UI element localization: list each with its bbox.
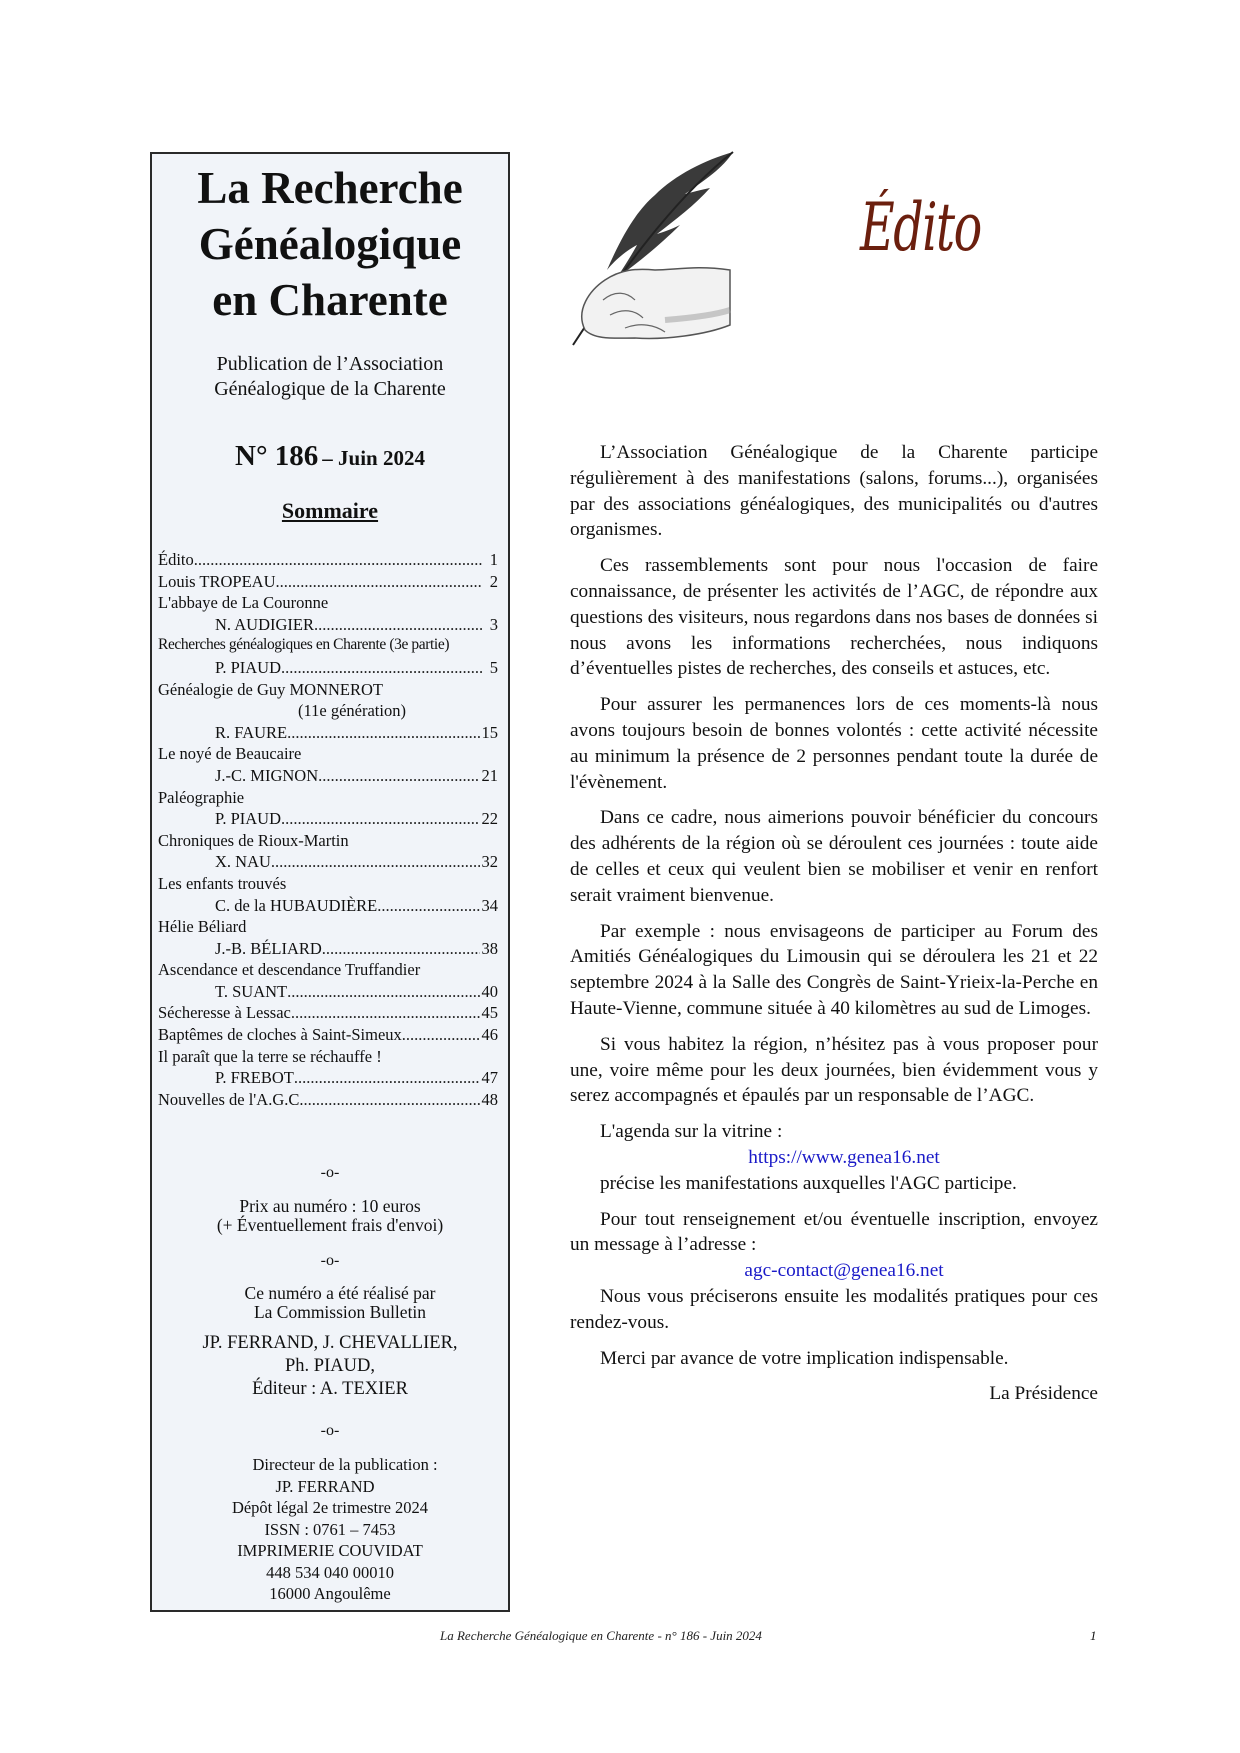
toc-leader-dots <box>276 572 483 592</box>
table-of-contents <box>158 550 498 1111</box>
toc-entry-title: Recherches généalogiques en Charente (3e partie) <box>158 636 450 654</box>
toc-leader-dots <box>291 1003 480 1023</box>
title-line: La Recherche <box>197 163 463 213</box>
toc-entry <box>158 744 498 766</box>
toc-entry-title: Chroniques de Rioux-Martin <box>158 830 349 850</box>
printer-siret: 448 534 040 00010 <box>266 1562 394 1582</box>
toc-entry <box>158 1047 498 1069</box>
toc-entry <box>158 939 498 961</box>
toc-entry <box>158 766 498 788</box>
toc-entry <box>158 680 498 702</box>
article-paragraph: Dans ce cadre, nous aimerions pouvoir bénéficier du concours des adhérents de la région où se déroulent ces journées : toute aide de celles et ceux qui veulent bien se mobiliser et venir en renfort serait vraiment bienvenue. <box>570 807 1098 906</box>
toc-entry-page: 22 <box>481 809 498 829</box>
toc-entry-title: Nouvelles de l'A.G.C. <box>158 1089 304 1109</box>
publication-director-name: JP. FERRAND <box>275 1476 375 1496</box>
toc-entry <box>158 658 498 680</box>
toc-entry-title: C. de la HUBAUDIÈRE <box>215 895 378 915</box>
toc-entry-title: J.-B. BÉLIARD <box>215 938 322 958</box>
toc-entry <box>158 550 498 572</box>
toc-entry-page: 34 <box>481 895 498 915</box>
made-by-line: La Commission Bulletin <box>253 1302 427 1322</box>
article-paragraph: Pour assurer les permanences lors de ces moments-là nous avons toujours besoin de bonnes volontés : cette activité nécessite au minimum la présence de 2 personnes pendant toute la durée de l'évènement. <box>570 694 1098 793</box>
toc-entry-page: 2 <box>489 571 498 591</box>
toc-entry-title: Hélie Béliard <box>158 917 247 937</box>
toc-entry <box>158 896 498 918</box>
separator: -o- <box>320 1164 340 1181</box>
toc-entry-title: Le noyé de Beaucaire <box>158 744 302 764</box>
agenda-outro: précise les manifestations auxquelles l'AGC participe. <box>600 1172 1017 1194</box>
agenda-intro: L'agenda sur la vitrine : <box>600 1121 783 1143</box>
toc-entry <box>158 593 498 615</box>
toc-leader-dots <box>304 1090 480 1110</box>
toc-entry-title: P. FREBOT <box>215 1068 294 1088</box>
toc-entry-title: Il paraît que la terre se réchauffe ! <box>158 1046 382 1066</box>
edito-article <box>570 440 1098 1417</box>
toc-entry-title: Louis TROPEAU <box>158 571 276 591</box>
edito-heading: Édito <box>860 189 981 266</box>
toc-leader-dots <box>281 658 482 678</box>
toc-entry-title: R. FAURE <box>215 722 288 742</box>
publication-director-label: Directeur de la publication : <box>252 1455 438 1474</box>
toc-entry-page: 3 <box>489 614 498 634</box>
article-paragraph: Par exemple : nous envisageons de participer au Forum des Amitiés Généalogiques du Limousin qui se déroulera les 21 et 22 septembre 2024 à la Salle des Congrès de Saint-Yrieix-la-Perche en Haute-Vienne, commune située à 40 kilomètres au sud de Limoges. <box>570 920 1098 1019</box>
article-paragraph: L’Association Généalogique de la Charente participe régulièrement à des manifestations (salons, forums...), organisées par des associations généalogiques, des municipalités ou d'autres organismes. <box>570 442 1098 541</box>
toc-leader-dots <box>314 615 482 635</box>
toc-entry <box>158 701 498 723</box>
price-info <box>152 1197 508 1235</box>
toc-entry-page: 21 <box>481 765 498 785</box>
subtitle-line: Publication de l’Association <box>216 353 444 375</box>
running-footer: La Recherche Généalogique en Charente - n° 186 - Juin 2024 <box>440 1628 762 1643</box>
toc-entry <box>158 982 498 1004</box>
toc-entry-page: 5 <box>489 657 498 677</box>
toc-entry <box>158 788 498 810</box>
page-number: 1 <box>1090 1628 1097 1643</box>
toc-entry-page: 48 <box>481 1089 498 1109</box>
toc-entry-page: 46 <box>481 1025 498 1045</box>
toc-leader-dots <box>287 723 479 743</box>
toc-leader-dots <box>322 939 480 959</box>
toc-entry <box>158 572 498 594</box>
magazine-title <box>152 160 508 328</box>
issue-info <box>152 440 508 473</box>
article-paragraph: Ces rassemblements sont pour nous l'occasion de faire connaissance, de présenter les activités de l’AGC, de répondre aux questions des visiteurs, nous regardons dans nos bases de données si nous avons les informations recherchées, nous indiquons d’éventuelles pistes de recherches, des conseils et astuces, etc. <box>570 555 1098 680</box>
toc-entry <box>158 1090 498 1112</box>
toc-entry-title: L'abbaye de La Couronne <box>158 593 329 613</box>
toc-leader-dots <box>294 1068 480 1088</box>
thanks-paragraph: Merci par avance de votre implication indispensable. <box>600 1347 1009 1369</box>
toc-entry-title: Ascendance et descendance Truffandier <box>158 960 421 980</box>
separator: -o- <box>320 1252 340 1269</box>
toc-leader-dots <box>281 809 479 829</box>
toc-entry <box>158 636 498 658</box>
toc-entry <box>158 960 498 982</box>
toc-entry-title: (11e génération) <box>298 701 406 721</box>
toc-entry <box>158 1003 498 1025</box>
toc-entry-title: X. NAU <box>215 852 271 872</box>
toc-entry-title: Paléographie <box>158 787 245 807</box>
toc-entry <box>158 615 498 637</box>
followup-paragraph: Nous vous préciserons ensuite les modalités pratiques pour ces rendez-vous. <box>570 1285 1098 1333</box>
toc-entry-page: 32 <box>481 852 498 872</box>
toc-leader-dots <box>318 766 479 786</box>
toc-entry <box>158 809 498 831</box>
made-by-info <box>152 1284 508 1322</box>
issue-date: – Juin 2024 <box>322 446 425 470</box>
credits-line: Éditeur : A. TEXIER <box>252 1379 408 1399</box>
toc-entry <box>158 1068 498 1090</box>
subtitle-line: Généalogique de la Charente <box>214 378 446 400</box>
made-by-line: Ce numéro a été réalisé par <box>244 1283 436 1303</box>
quill-hand-icon <box>565 150 745 350</box>
toc-leader-dots <box>287 982 479 1002</box>
toc-entry <box>158 874 498 896</box>
credits-line: Ph. PIAUD, <box>285 1356 375 1376</box>
toc-leader-dots <box>271 852 480 872</box>
table-of-contents-heading: Sommaire <box>281 498 379 523</box>
toc-entry <box>158 1025 498 1047</box>
signature: La Présidence <box>989 1383 1098 1405</box>
toc-entry-page: 1 <box>489 550 498 569</box>
separator: -o- <box>320 1422 340 1439</box>
toc-leader-dots <box>377 896 479 916</box>
toc-entry <box>158 852 498 874</box>
printer-name: IMPRIMERIE COUVIDAT <box>237 1541 423 1560</box>
article-paragraph: Si vous habitez la région, n’hésitez pas à vous proposer pour une, voire même pour les deux journées, bien évidemment vous y serez accompagnés et épaulés par un responsable de l’AGC. <box>570 1033 1098 1107</box>
toc-entry-title: P. PIAUD <box>215 657 282 677</box>
toc-entry-page: 38 <box>481 938 498 958</box>
issue-number: N° 186 <box>235 440 319 472</box>
toc-entry <box>158 917 498 939</box>
magazine-info-box <box>150 152 510 1612</box>
website-link[interactable]: https://www.genea16.net <box>748 1146 940 1168</box>
toc-entry-page: 15 <box>481 722 498 742</box>
publication-info <box>152 1454 508 1605</box>
toc-entry-title: Les enfants trouvés <box>158 873 287 893</box>
price-line: Prix au numéro : 10 euros <box>239 1196 421 1216</box>
toc-entry-title: Édito <box>158 550 194 569</box>
printer-city: 16000 Angoulême <box>269 1584 391 1603</box>
issn: ISSN : 0761 – 7453 <box>264 1519 396 1539</box>
toc-entry-page: 40 <box>481 981 498 1001</box>
toc-entry-title: Baptêmes de cloches à Saint-Simeux <box>158 1025 402 1045</box>
toc-entry-title: J.-C. MIGNON <box>215 765 319 785</box>
toc-entry-title: Sécheresse à Lessac <box>158 1003 291 1023</box>
contact-intro: Pour tout renseignement et/ou éventuelle inscription, envoyez un message à l’adresse : <box>570 1208 1098 1256</box>
toc-entry-title: N. AUDIGIER <box>215 614 314 634</box>
title-line: en Charente <box>212 275 448 325</box>
toc-entry-page: 45 <box>481 1003 498 1023</box>
legal-deposit: Dépôt légal 2e trimestre 2024 <box>231 1498 429 1517</box>
credits <box>152 1332 508 1401</box>
publisher-subtitle <box>152 352 508 402</box>
credits-line: JP. FERRAND, J. CHEVALLIER, <box>202 1333 458 1353</box>
toc-entry <box>158 723 498 745</box>
toc-entry-title: Généalogie de Guy MONNEROT <box>158 679 383 699</box>
toc-entry <box>158 831 498 853</box>
contact-email-link[interactable]: agc-contact@genea16.net <box>744 1260 944 1282</box>
toc-leader-dots <box>194 550 482 570</box>
toc-entry-page: 47 <box>481 1068 498 1088</box>
toc-entry-title: P. PIAUD <box>215 809 282 829</box>
title-line: Généalogique <box>198 219 462 269</box>
toc-entry-title: T. SUANT <box>215 981 288 1001</box>
toc-leader-dots <box>402 1025 480 1045</box>
price-line: (+ Éventuellement frais d'envoi) <box>216 1215 444 1235</box>
